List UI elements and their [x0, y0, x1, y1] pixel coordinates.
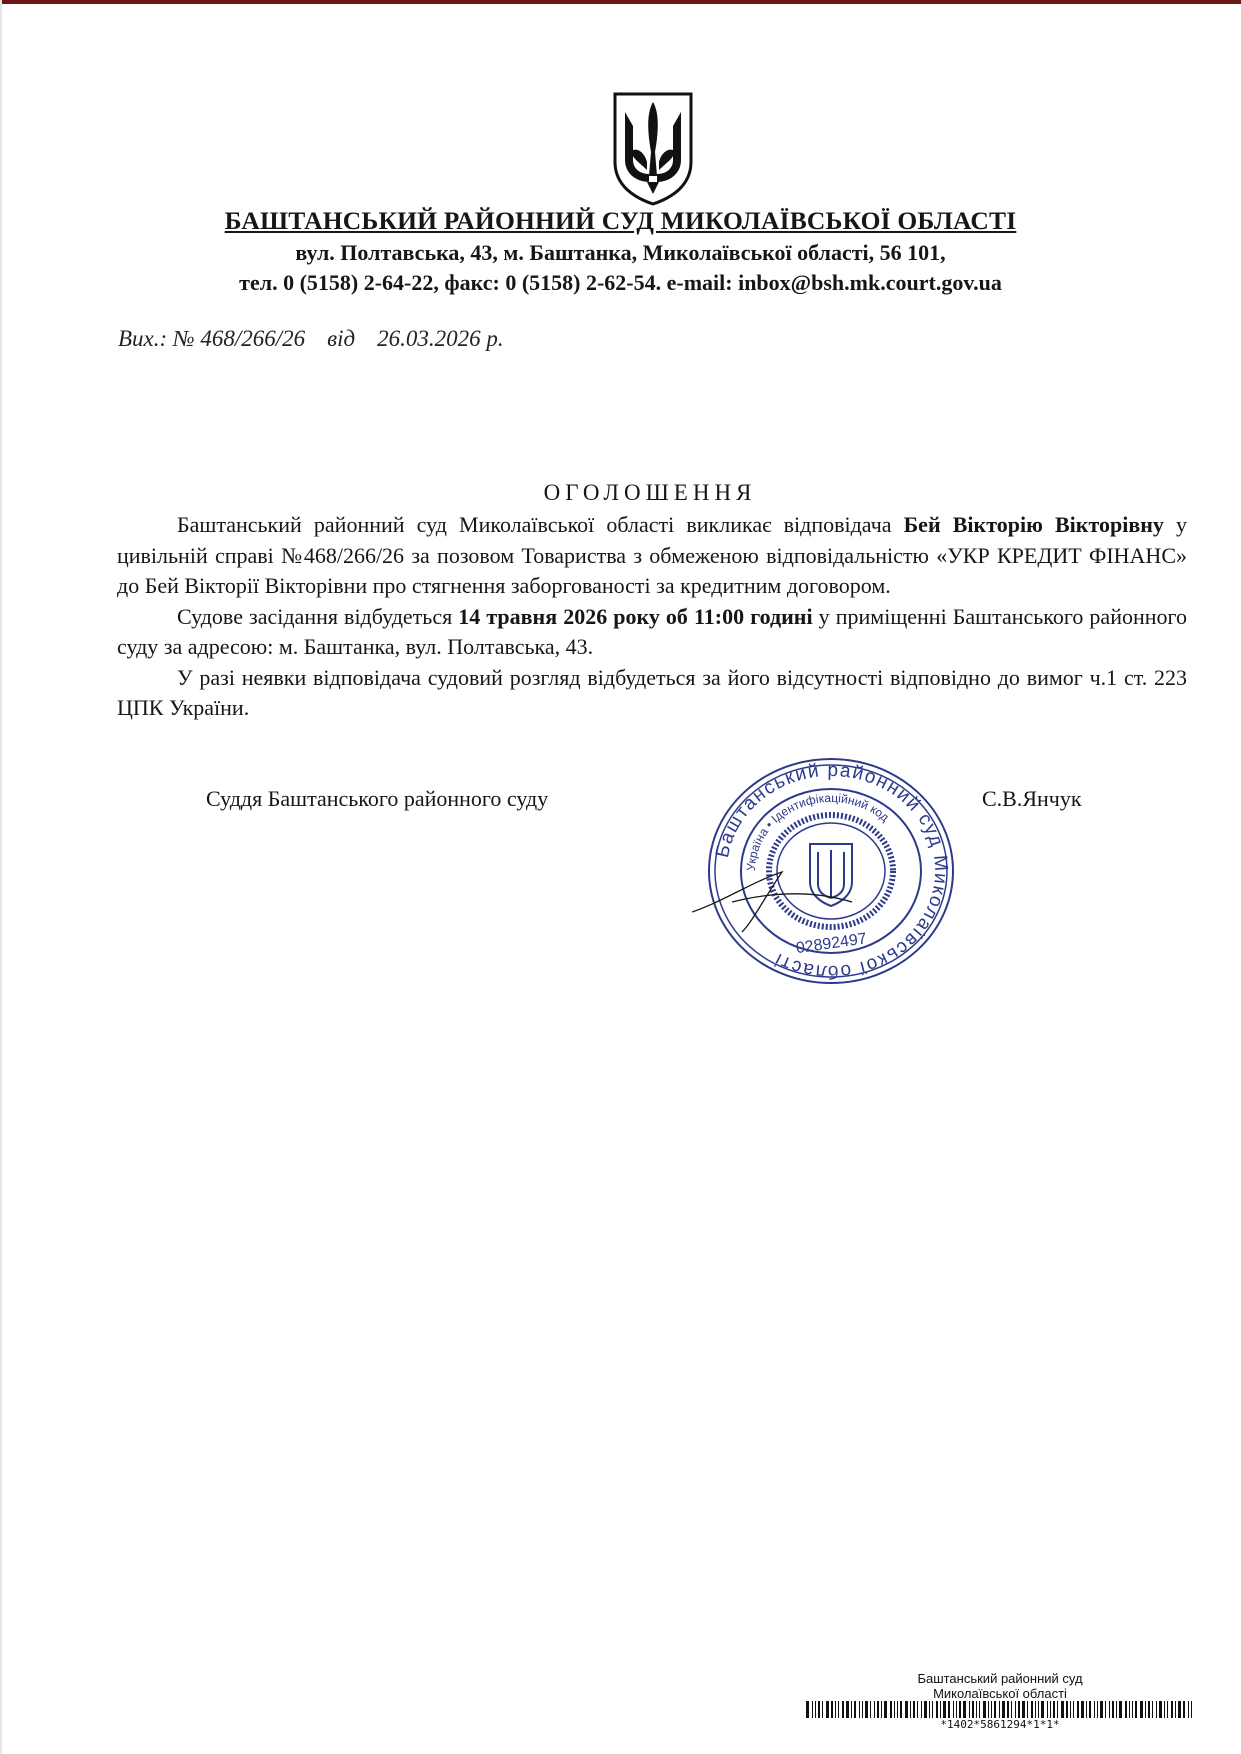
barcode-bar: [835, 1701, 836, 1718]
outgoing-label: Вих.: №: [118, 326, 195, 351]
barcode-bar: [1027, 1701, 1028, 1718]
barcode-bar: [1077, 1701, 1079, 1718]
barcode-bar: [1047, 1701, 1048, 1718]
barcode-bar: [956, 1701, 957, 1718]
outgoing-date: 26.03.2026 р.: [377, 326, 504, 351]
barcode-bar: [1132, 1701, 1133, 1718]
barcode-bar: [838, 1701, 839, 1718]
court-address: вул. Полтавська, 43, м. Баштанка, Миколаївської області, 56 101,: [295, 240, 946, 265]
barcode-bar: [1022, 1701, 1025, 1718]
barcode-bar: [1135, 1701, 1137, 1718]
barcode-bar: [812, 1701, 813, 1718]
barcode-bar: [862, 1701, 863, 1718]
barcode-bar: [905, 1701, 908, 1718]
barcode-bar: [884, 1701, 887, 1718]
barcode-bar: [822, 1701, 823, 1718]
barcode-bar: [1097, 1701, 1098, 1718]
barcode-bar: [1015, 1701, 1016, 1718]
hearing-text-end: у приміщенні Баштанського районного суду за адресою: м. Баштанка, вул. Полтавська, 43.: [117, 603, 1187, 659]
document-heading: ОГОЛОШЕННЯ: [543, 480, 757, 505]
barcode-bar: [1089, 1701, 1091, 1718]
hearing-datetime: 14 травня 2026 року об 11:00 годині: [458, 603, 813, 629]
barcode-bar: [1159, 1701, 1162, 1718]
barcode-bar: [900, 1701, 902, 1718]
barcode-bar: [1086, 1701, 1087, 1718]
barcode-bar: [969, 1701, 970, 1718]
barcode-bar: [953, 1701, 954, 1718]
outgoing-number: 468/266/26: [200, 326, 306, 351]
barcode-bar: [890, 1701, 892, 1718]
barcode-bar: [1081, 1701, 1084, 1718]
barcode-bar: [897, 1701, 898, 1718]
barcode-bar: [983, 1701, 986, 1718]
barcode-bar: [1050, 1701, 1051, 1718]
signer-name: С.В.Янчук: [982, 786, 1082, 811]
signer-position: Суддя Баштанського районного суду: [206, 786, 549, 811]
barcode-bar: [1145, 1701, 1146, 1718]
barcode-bar: [1035, 1701, 1036, 1718]
outgoing-date-label: від: [327, 326, 356, 351]
barcode-bar: [1119, 1701, 1122, 1718]
barcode-bar: [874, 1701, 875, 1718]
barcode-bar: [881, 1701, 882, 1718]
barcode-bar: [1167, 1701, 1168, 1718]
barcode-bar: [1070, 1701, 1071, 1718]
barcode-bar: [1109, 1701, 1110, 1718]
summons-paragraph: [117, 510, 1187, 602]
barcode-bar: [1018, 1701, 1020, 1718]
barcode-bar: [991, 1701, 992, 1718]
barcode-bar: [1188, 1701, 1189, 1718]
registry-barcode: [806, 1701, 1194, 1718]
barcode-bar: [948, 1701, 950, 1718]
barcode-bar: [963, 1701, 966, 1718]
barcode-bar: [1152, 1701, 1153, 1718]
barcode-bar: [1116, 1701, 1117, 1718]
barcode-bar: [1178, 1701, 1181, 1718]
barcode-bar: [1053, 1701, 1055, 1718]
barcode-number: *1402*5861294*1*1*: [940, 1718, 1060, 1731]
barcode-bar: [1066, 1701, 1068, 1718]
barcode-bar: [1031, 1701, 1033, 1718]
registry-court-label: Баштанський районний суд: [917, 1671, 1083, 1686]
registry-region-label: Миколаївської області: [933, 1686, 1067, 1701]
coat-of-arms-icon: [611, 90, 695, 206]
barcode-bar: [877, 1701, 879, 1718]
barcode-bar: [851, 1701, 852, 1718]
seal-code: 02892497: [794, 930, 868, 958]
barcode-bar: [1105, 1701, 1106, 1718]
barcode-bar: [924, 1701, 927, 1718]
barcode-bar: [1175, 1701, 1176, 1718]
barcode-bar: [999, 1701, 1000, 1718]
barcode-bar: [940, 1701, 941, 1718]
court-contacts: тел. 0 (5158) 2-64-22, факс: 0 (5158) 2-62-54. e-mail: inbox@bsh.mk.court.gov.ua: [239, 270, 1002, 295]
barcode-bar: [870, 1701, 871, 1718]
barcode-bar: [1112, 1701, 1114, 1718]
barcode-bar: [1041, 1701, 1044, 1718]
barcode-bar: [865, 1701, 868, 1718]
defendant-name: Бей Вікторію Вікторівну: [903, 512, 1164, 537]
seal-outer-text: Баштанський районний суд Миколаївської області: [712, 759, 952, 983]
barcode-bar: [894, 1701, 895, 1718]
barcode-bar: [1094, 1701, 1095, 1718]
barcode-bar: [846, 1701, 849, 1718]
barcode-bar: [1140, 1701, 1143, 1718]
barcode-bar: [1129, 1701, 1130, 1718]
barcode-bar: [910, 1701, 911, 1718]
barcode-bar: [1148, 1701, 1150, 1718]
barcode-bar: [988, 1701, 989, 1718]
barcode-bar: [854, 1701, 856, 1718]
court-name: БАШТАНСЬКИЙ РАЙОННИЙ СУД МИКОЛАЇВСЬКОЇ ОБЛАСТІ: [224, 206, 1017, 235]
barcode-bar: [1057, 1701, 1058, 1718]
barcode-bar: [979, 1701, 980, 1718]
barcode-bar: [972, 1701, 974, 1718]
barcode-bar: [842, 1701, 844, 1718]
hearing-text-start: Судове засідання відбудеться: [177, 603, 459, 629]
barcode-bar: [921, 1701, 922, 1718]
barcode-bar: [936, 1701, 938, 1718]
barcode-bar: [859, 1701, 860, 1718]
barcode-bar: [1100, 1701, 1103, 1718]
scan-top-edge: [0, 0, 1241, 4]
barcode-bar: [1125, 1701, 1127, 1718]
barcode-bar: [831, 1701, 833, 1718]
barcode-bar: [1171, 1701, 1173, 1718]
summons-text-end: у цивільній справі №468/266/26 за позовом Товариства з обмеженою відповідальністю «УКР КРЕДИТ ФІНАНС» до Бей Вікторії Вікторівни про стягнення заборгованості за кредитним договором.: [117, 512, 1187, 598]
hearing-paragraph: [117, 602, 1187, 663]
barcode-bar: [976, 1701, 977, 1718]
barcode-bar: [1061, 1701, 1064, 1718]
barcode-bar: [1007, 1701, 1009, 1718]
barcode-bar: [994, 1701, 996, 1718]
barcode-bar: [929, 1701, 930, 1718]
barcode-bar: [932, 1701, 933, 1718]
barcode-bar: [1011, 1701, 1012, 1718]
barcode-bar: [913, 1701, 915, 1718]
barcode-bar: [917, 1701, 918, 1718]
seal-inner-text: Україна • Ідентифікаційний код: [743, 790, 892, 872]
outgoing-reference: [118, 326, 504, 352]
barcode-bar: [818, 1701, 820, 1718]
barcode-bar: [806, 1701, 809, 1718]
court-seal-stamp: [692, 752, 970, 990]
absence-paragraph: У разі неявки відповідача судовий розгляд відбудеться за його відсутності відповідно до вимог ч.1 ст. 223 ЦПК України.: [117, 664, 1187, 720]
barcode-bar: [943, 1701, 946, 1718]
barcode-bar: [959, 1701, 961, 1718]
barcode-bar: [1164, 1701, 1165, 1718]
barcode-bar: [1073, 1701, 1074, 1718]
barcode-bar: [1038, 1701, 1039, 1718]
barcode-bar: [826, 1701, 829, 1718]
barcode-bar: [1183, 1701, 1185, 1718]
summons-text-start: Баштанський районний суд Миколаївської області викликає відповідача: [177, 512, 904, 537]
barcode-bar: [815, 1701, 816, 1718]
barcode-bar: [1156, 1701, 1157, 1718]
barcode-bar: [1002, 1701, 1005, 1718]
barcode-bar: [1191, 1701, 1192, 1718]
document-body: [117, 510, 1187, 724]
